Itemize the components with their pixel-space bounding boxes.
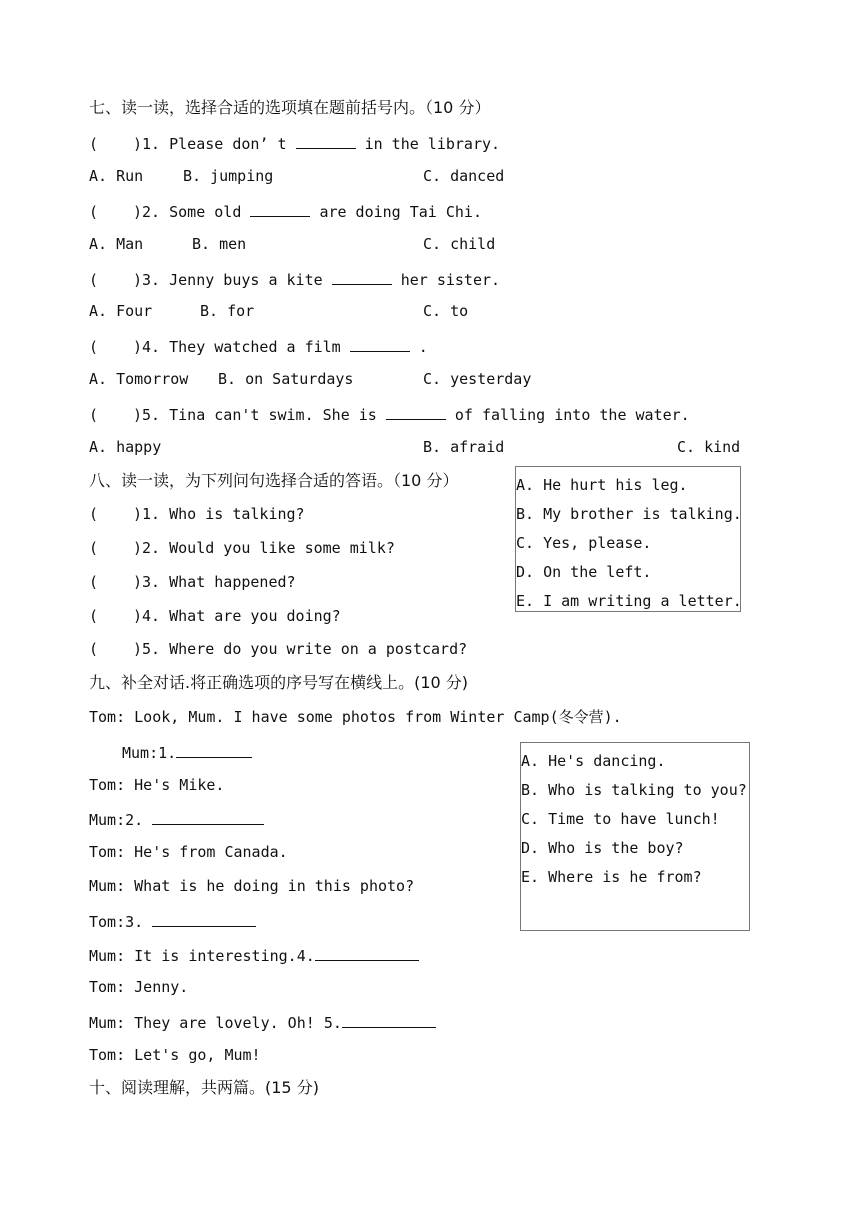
q7-5-option-b: B. afraid [423, 438, 505, 456]
answer-blank[interactable] [296, 132, 356, 149]
answer-blank[interactable] [342, 1011, 436, 1028]
dialogue-line-1: Tom: Look, Mum. I have some photos from Winter Camp(冬令营). [89, 708, 622, 726]
q7-4-option-a: A. Tomorrow [89, 370, 189, 388]
q7-1-option-a: A. Run [89, 167, 144, 185]
option-9-a: A. He's dancing. [521, 752, 666, 770]
dialogue-line-5: Tom: He's from Canada. [89, 843, 288, 861]
option-8-c: C. Yes, please. [516, 534, 652, 552]
dialogue-line-11: Tom: Let's go, Mum! [89, 1046, 261, 1064]
q7-2-option-b: B. men [192, 235, 247, 253]
q7-4-option-c: C. yesterday [423, 370, 532, 388]
q7-4-option-b: B. on Saturdays [218, 370, 354, 388]
q7-2-option-c: C. child [423, 235, 496, 253]
dialogue-line-3: Tom: He's Mike. [89, 776, 225, 794]
q7-3-option-a: A. Four [89, 302, 153, 320]
answer-blank[interactable] [176, 741, 252, 758]
answer-paren[interactable]: ( [89, 607, 99, 625]
section-9-heading: 九、补全对话.将正确选项的序号写在横线上。(10 分) [89, 673, 469, 692]
section-7-heading: 七、读一读，选择合适的选项填在题前括号内。（10 分） [89, 98, 491, 117]
dialogue-line-6: Mum: What is he doing in this photo? [89, 877, 415, 895]
option-8-a: A. He hurt his leg. [516, 476, 688, 494]
dialogue-line-7: Tom:3. [89, 910, 256, 932]
answer-paren[interactable]: ( [89, 135, 99, 153]
answer-paren[interactable]: ( [89, 573, 99, 591]
q7-2-option-a: A. Man [89, 235, 144, 253]
answer-blank[interactable] [250, 200, 310, 217]
answer-blank[interactable] [350, 335, 410, 352]
q8-2: ( )2. Would you like some milk? [89, 539, 395, 557]
q7-2: ( )2. Some old are doing Tai Chi. [89, 200, 482, 222]
answer-paren[interactable]: ( [89, 271, 99, 289]
option-9-e: E. Where is he from? [521, 868, 702, 886]
q7-1: ( )1. Please don’ t in the library. [89, 132, 500, 154]
q7-4: ( )4. They watched a film . [89, 335, 428, 357]
q7-5-option-a: A. happy [89, 438, 162, 456]
dialogue-line-4: Mum:2. [89, 808, 264, 830]
section-8-heading: 八、读一读，为下列问句选择合适的答语。（10 分） [89, 471, 459, 490]
answer-blank[interactable] [332, 268, 392, 285]
option-9-c: C. Time to have lunch! [521, 810, 720, 828]
answer-blank[interactable] [152, 808, 264, 825]
answer-blank[interactable] [315, 944, 419, 961]
option-8-e: E. I am writing a letter. [516, 592, 742, 610]
q8-4: ( )4. What are you doing? [89, 607, 341, 625]
q8-3: ( )3. What happened? [89, 573, 296, 591]
answer-paren[interactable]: ( [89, 539, 99, 557]
option-8-b: B. My brother is talking. [516, 505, 742, 523]
dialogue-line-8: Mum: It is interesting.4. [89, 944, 419, 966]
q7-3: ( )3. Jenny buys a kite her sister. [89, 268, 500, 290]
q8-5: ( )5. Where do you write on a postcard? [89, 640, 468, 658]
answer-paren[interactable]: ( [89, 640, 99, 658]
answer-paren[interactable]: ( [89, 338, 99, 356]
q7-3-option-b: B. for [200, 302, 255, 320]
option-9-d: D. Who is the boy? [521, 839, 684, 857]
answer-paren[interactable]: ( [89, 505, 99, 523]
answer-paren[interactable]: ( [89, 203, 99, 221]
q8-1: ( )1. Who is talking? [89, 505, 305, 523]
answer-blank[interactable] [152, 910, 256, 927]
section-10-heading: 十、阅读理解，共两篇。(15 分) [89, 1078, 319, 1097]
q7-5-option-c: C. kind [677, 438, 741, 456]
answer-blank[interactable] [386, 403, 446, 420]
dialogue-line-10: Mum: They are lovely. Oh! 5. [89, 1011, 436, 1033]
dialogue-line-9: Tom: Jenny. [89, 978, 189, 996]
q7-1-option-b: B. jumping [183, 167, 274, 185]
q7-1-option-c: C. danced [423, 167, 505, 185]
option-9-b: B. Who is talking to you? [521, 781, 747, 799]
answer-paren[interactable]: ( [89, 406, 99, 424]
q7-5: ( )5. Tina can't swim. She is of falling into the water. [89, 403, 690, 425]
option-8-d: D. On the left. [516, 563, 652, 581]
dialogue-line-2: Mum:1. [122, 741, 252, 763]
q7-3-option-c: C. to [423, 302, 469, 320]
